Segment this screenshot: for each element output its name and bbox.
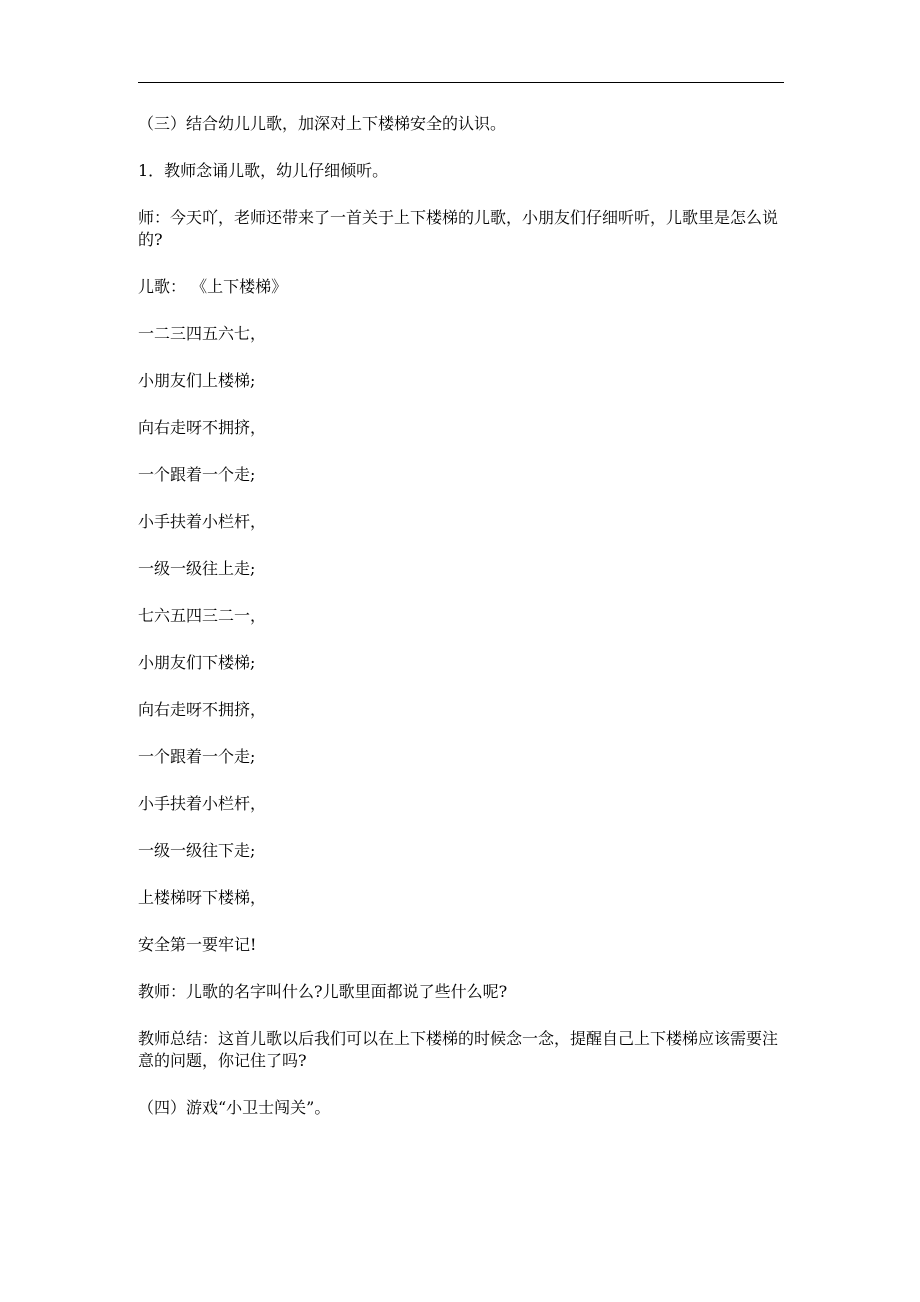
song-line: 向右走呀不拥挤， <box>138 418 267 437</box>
song-line: 上楼梯呀下楼梯， <box>138 888 267 907</box>
song-line: 小朋友们上楼梯; <box>138 371 256 390</box>
section-heading-4: （四）游戏“小卫士闯关”。 <box>138 1098 331 1117</box>
document-body <box>138 113 784 1144</box>
teacher-summary-text: 教师总结：这首儿歌以后我们可以在上下楼梯的时候念一念，提醒自己上下楼梯应该需要注意的问题，你记住了吗? <box>138 1029 779 1070</box>
song-line: 一级一级往下走; <box>138 841 256 860</box>
song-line: 一级一级往上走; <box>138 559 256 578</box>
song-line: 向右走呀不拥挤， <box>138 700 267 719</box>
song-line: 七六五四三二一， <box>138 606 267 625</box>
song-line: 小朋友们下楼梯; <box>138 653 256 672</box>
song-line: 小手扶着小栏杆， <box>138 794 267 813</box>
song-line: 小手扶着小栏杆， <box>138 512 267 531</box>
teacher-question-text: 教师：儿歌的名字叫什么?儿歌里面都说了些什么呢? <box>138 982 508 1001</box>
song-title: 儿歌： 《上下楼梯》 <box>138 277 288 296</box>
song-line: 一个跟着一个走; <box>138 747 256 766</box>
section-heading-3: （三）结合幼儿儿歌，加深对上下楼梯安全的认识。 <box>138 114 507 133</box>
header-rule <box>138 82 784 83</box>
song-line: 一二三四五六七， <box>138 324 267 343</box>
teacher-intro-text: 师：今天吖，老师还带来了一首关于上下楼梯的儿歌，小朋友们仔细听听，儿歌里是怎么说的? <box>138 208 779 249</box>
step-1-text: 1．教师念诵儿歌，幼儿仔细倾听。 <box>138 161 389 180</box>
song-line: 安全第一要牢记! <box>138 935 257 954</box>
song-line: 一个跟着一个走; <box>138 465 256 484</box>
